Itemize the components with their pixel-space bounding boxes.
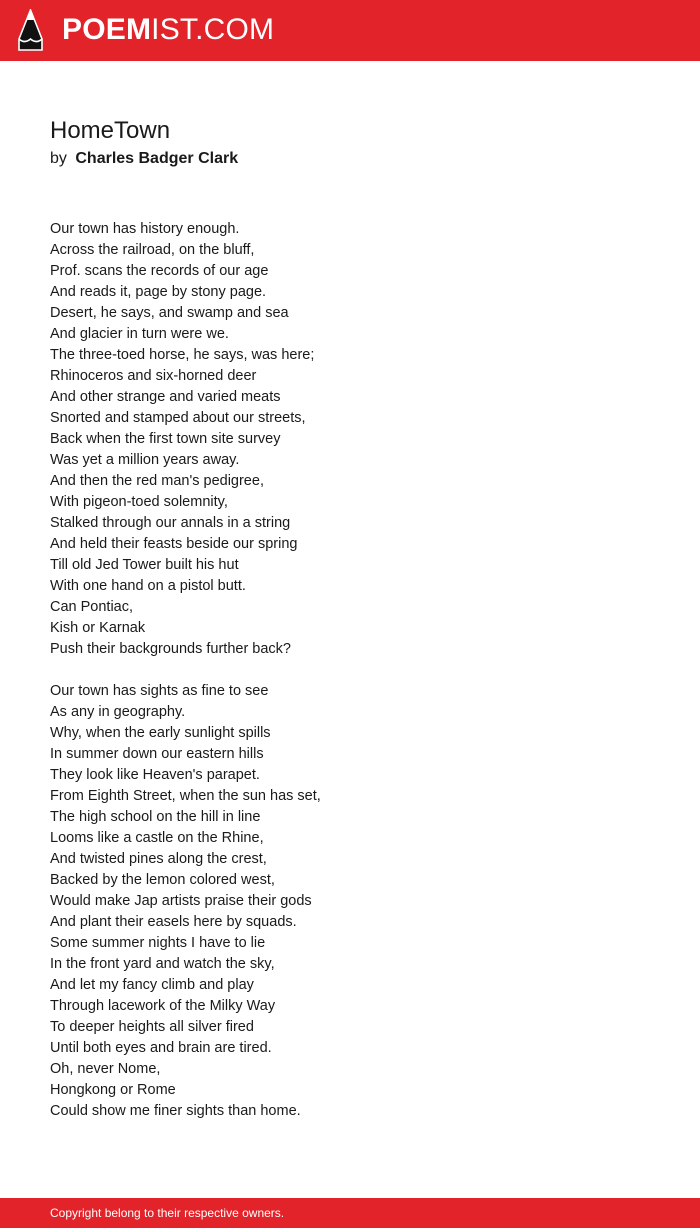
copyright-text: Copyright belong to their respective owners. (50, 1206, 285, 1220)
pencil-logo-icon[interactable] (18, 9, 43, 51)
poem-line: Through lacework of the Milky Way (50, 998, 276, 1014)
poem-line: With pigeon-toed solemnity, (50, 494, 228, 510)
poem-title: HomeTown (50, 117, 171, 144)
poem-line: They look like Heaven's parapet. (50, 767, 260, 783)
poem-line: And plant their easels here by squads. (50, 914, 297, 930)
poem-line: Why, when the early sunlight spills (50, 725, 271, 741)
poem-line: And glacier in turn were we. (50, 326, 229, 342)
poem-body (50, 219, 650, 1143)
poem-line: In the front yard and watch the sky, (50, 956, 275, 972)
poem-line: Our town has history enough. (50, 221, 240, 237)
poem-line: To deeper heights all silver fired (50, 1019, 254, 1035)
poem-line: Looms like a castle on the Rhine, (50, 830, 264, 846)
poem-line: And other strange and varied meats (50, 389, 281, 405)
poem-line: And let my fancy climb and play (50, 977, 254, 993)
poem-line: And reads it, page by stony page. (50, 284, 267, 300)
poem-line: Until both eyes and brain are tired. (50, 1040, 272, 1056)
poem-stanza (50, 219, 650, 660)
poem-line: Hongkong or Rome (50, 1082, 176, 1098)
logo-text-light: IST.COM (151, 13, 275, 46)
poem-line: Would make Jap artists praise their gods (50, 893, 312, 909)
site-logo[interactable] (62, 13, 274, 47)
site-footer (0, 1198, 700, 1228)
poem-line: Desert, he says, and swamp and sea (50, 305, 289, 321)
poem-line: And then the red man's pedigree, (50, 473, 264, 489)
poem-line: Our town has sights as fine to see (50, 683, 269, 699)
logo-text-bold: POEM (62, 13, 152, 46)
poem-line: The three-toed horse, he says, was here; (50, 347, 315, 363)
poem-line: With one hand on a pistol butt. (50, 578, 246, 594)
poem-line: Across the railroad, on the bluff, (50, 242, 255, 258)
poem-line: Prof. scans the records of our age (50, 263, 269, 279)
poem-line: Oh, never Nome, (50, 1061, 161, 1077)
poem-line: In summer down our eastern hills (50, 746, 264, 762)
poem-line: Stalked through our annals in a string (50, 515, 291, 531)
poem-line: The high school on the hill in line (50, 809, 261, 825)
poem-line: Some summer nights I have to lie (50, 935, 266, 951)
poem-line: Can Pontiac, (50, 599, 134, 615)
poem-line: Was yet a million years away. (50, 452, 240, 468)
poem-line: And twisted pines along the crest, (50, 851, 267, 867)
author-name: Charles Badger Clark (75, 150, 239, 167)
poem-line: Kish or Karnak (50, 620, 146, 636)
poem-line: As any in geography. (50, 704, 186, 720)
poem-line: Backed by the lemon colored west, (50, 872, 275, 888)
poem-line: From Eighth Street, when the sun has set, (50, 788, 321, 804)
poem-line: Snorted and stamped about our streets, (50, 410, 306, 426)
poem-line: Push their backgrounds further back? (50, 641, 291, 657)
poem-line: Rhinoceros and six-horned deer (50, 368, 257, 384)
poem-stanza (50, 681, 650, 1122)
poem-line: Back when the first town site survey (50, 431, 281, 447)
by-label: by (50, 150, 67, 167)
poem-line: Could show me finer sights than home. (50, 1103, 301, 1119)
byline (50, 149, 238, 169)
site-header (0, 0, 700, 61)
poem-line: And held their feasts beside our spring (50, 536, 298, 552)
poem-line: Till old Jed Tower built his hut (50, 557, 239, 573)
